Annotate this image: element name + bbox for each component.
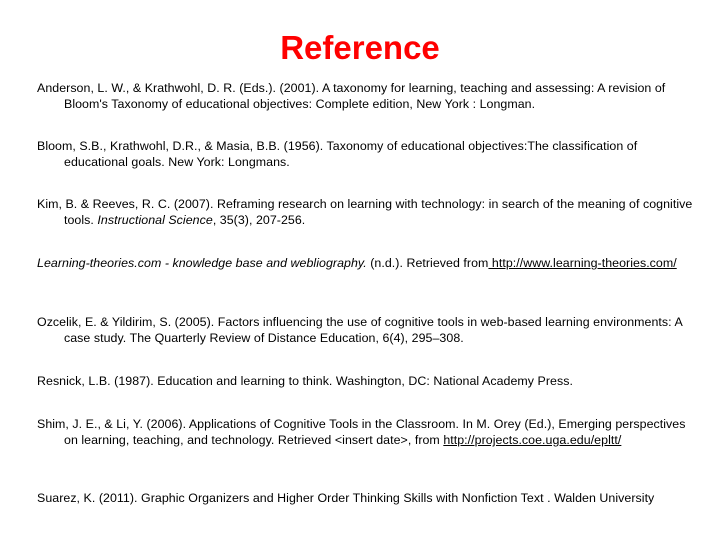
reference-item-learning-theories <box>37 255 699 271</box>
reference-item-ozcelik: Ozcelik, E. & Yildirim, S. (2005). Factors influencing the use of cognitive tools in web-based learning environments: A case study. The Quarterly Review of Distance Education, 6(4), 295–308. <box>37 315 683 345</box>
reference-text: Shim, J. E., & Li, Y. (2006). Applications of Cognitive Tools in the Classroom. In M. Orey (Ed.), Emerging perspectives on learning, teaching, and technology. Retrieved <insert date>, from <box>37 417 686 447</box>
reference-item-bloom: Bloom, S.B., Krathwohl, D.R., & Masia, B.B. (1956). Taxonomy of educational objectives:The classification of educational goals. New York: Longmans. <box>37 139 638 169</box>
page-title: Reference <box>280 29 440 66</box>
reference-item-suarez: Suarez, K. (2011). Graphic Organizers and Higher Order Thinking Skills with Nonfiction Text . Walden University <box>37 491 655 505</box>
reference-item-shim <box>37 416 699 448</box>
reference-text: (n.d.). Retrieved from <box>366 256 489 270</box>
reference-item-kim <box>37 196 699 228</box>
reference-text: , 35(3), 207-256. <box>212 213 306 227</box>
reference-item-resnick: Resnick, L.B. (1987). Education and learning to think. Washington, DC: National Academy Press. <box>37 374 573 388</box>
reference-text: Kim, B. & Reeves, R. C. (2007). Reframing research on learning with technology: in search of the meaning of cognitive tools. <box>37 197 693 227</box>
reference-link[interactable]: http://projects.coe.uga.edu/epltt/ <box>443 433 622 447</box>
reference-item-anderson: Anderson, L. W., & Krathwohl, D. R. (Eds.). (2001). A taxonomy for learning, teaching and assessing: A revision of Bloom's Taxonomy of educational objectives: Complete edition, New York : Longman. <box>37 81 666 111</box>
website-title: Learning-theories.com - knowledge base and webliography. <box>37 256 367 270</box>
reference-link[interactable]: http://www.learning-theories.com/ <box>488 256 677 270</box>
journal-title: Instructional Science <box>97 213 213 227</box>
